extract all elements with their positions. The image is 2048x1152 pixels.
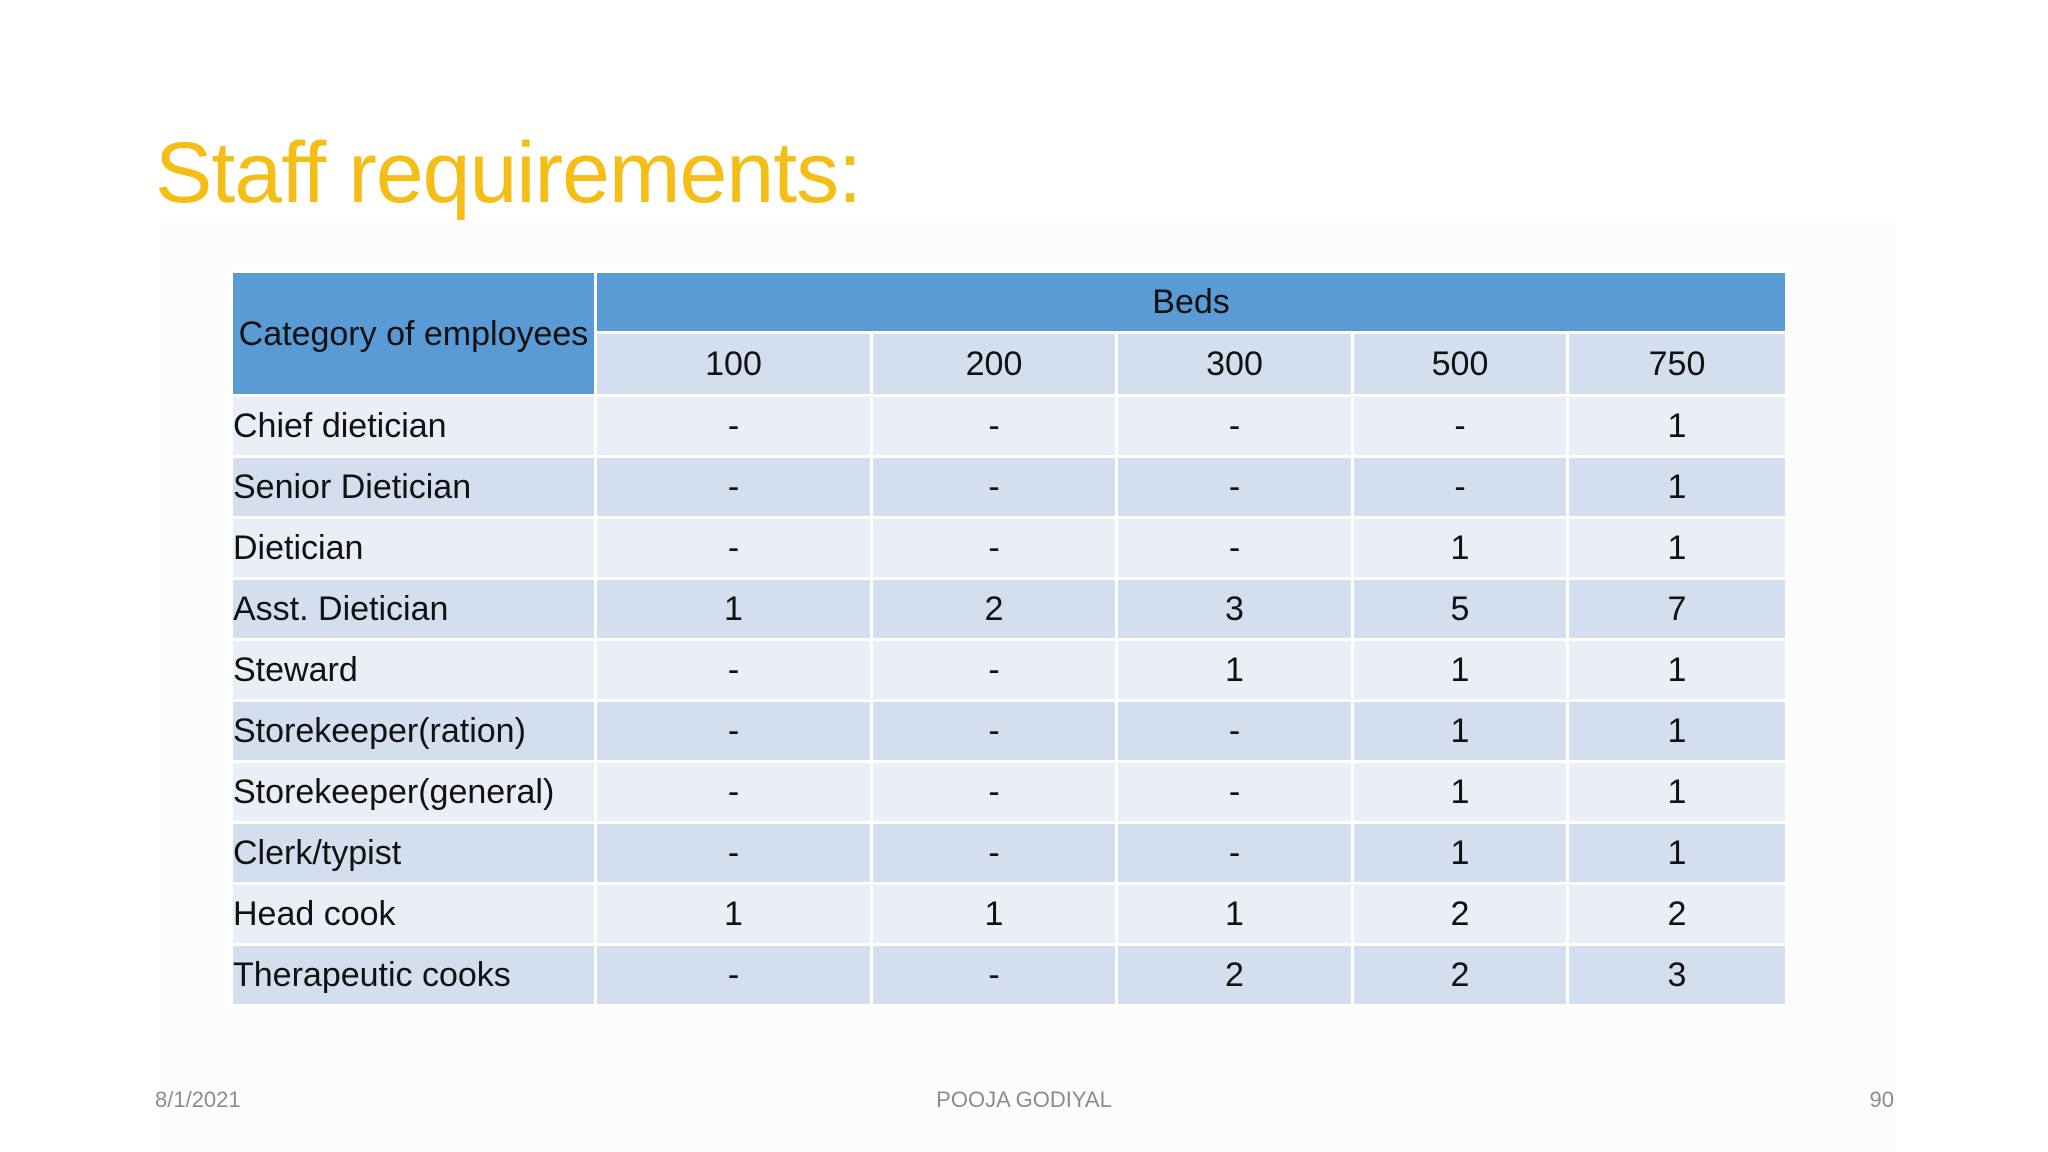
category-cell: Dietician bbox=[232, 518, 596, 579]
table-row bbox=[232, 396, 1787, 457]
category-cell: Senior Dietician bbox=[232, 457, 596, 518]
bed-count-header: 300 bbox=[1117, 333, 1353, 396]
bed-count-header: 100 bbox=[596, 333, 872, 396]
value-cell: 1 bbox=[1353, 518, 1568, 579]
value-cell: 2 bbox=[872, 579, 1117, 640]
value-cell: 2 bbox=[1353, 884, 1568, 945]
table-row bbox=[232, 640, 1787, 701]
value-cell: - bbox=[1117, 518, 1353, 579]
value-cell: 7 bbox=[1568, 579, 1787, 640]
category-cell: Steward bbox=[232, 640, 596, 701]
category-cell: Head cook bbox=[232, 884, 596, 945]
value-cell: - bbox=[1353, 457, 1568, 518]
category-cell: Chief dietician bbox=[232, 396, 596, 457]
bed-count-header: 750 bbox=[1568, 333, 1787, 396]
value-cell: - bbox=[872, 945, 1117, 1006]
table-row bbox=[232, 518, 1787, 579]
value-cell: 1 bbox=[596, 579, 872, 640]
category-cell: Storekeeper(general) bbox=[232, 762, 596, 823]
footer-date: 8/1/2021 bbox=[155, 1087, 241, 1112]
value-cell: - bbox=[596, 823, 872, 884]
value-cell: 2 bbox=[1117, 945, 1353, 1006]
category-cell: Storekeeper(ration) bbox=[232, 701, 596, 762]
value-cell: - bbox=[596, 701, 872, 762]
value-cell: 1 bbox=[1353, 823, 1568, 884]
value-cell: - bbox=[872, 396, 1117, 457]
value-cell: 3 bbox=[1568, 945, 1787, 1006]
value-cell: 1 bbox=[1353, 640, 1568, 701]
value-cell: 2 bbox=[1353, 945, 1568, 1006]
table-row bbox=[232, 579, 1787, 640]
value-cell: 1 bbox=[1568, 518, 1787, 579]
value-cell: 1 bbox=[1568, 762, 1787, 823]
beds-header: Beds bbox=[596, 272, 1787, 333]
value-cell: 1 bbox=[872, 884, 1117, 945]
table-row bbox=[232, 457, 1787, 518]
value-cell: 1 bbox=[1568, 640, 1787, 701]
value-cell: - bbox=[596, 640, 872, 701]
value-cell: - bbox=[872, 518, 1117, 579]
value-cell: - bbox=[596, 945, 872, 1006]
footer-page-number: 90 bbox=[1869, 1087, 1894, 1112]
category-header: Category of employees bbox=[232, 272, 596, 396]
value-cell: 5 bbox=[1353, 579, 1568, 640]
value-cell: - bbox=[1117, 762, 1353, 823]
value-cell: - bbox=[596, 396, 872, 457]
value-cell: - bbox=[872, 457, 1117, 518]
value-cell: - bbox=[872, 701, 1117, 762]
value-cell: - bbox=[872, 640, 1117, 701]
value-cell: 1 bbox=[1568, 823, 1787, 884]
footer-author: POOJA GODIYAL bbox=[936, 1087, 1112, 1112]
value-cell: 1 bbox=[1353, 762, 1568, 823]
value-cell: 1 bbox=[596, 884, 872, 945]
slide-title: Staff requirements: bbox=[155, 125, 861, 221]
value-cell: - bbox=[596, 762, 872, 823]
value-cell: - bbox=[1117, 396, 1353, 457]
category-cell: Asst. Dietician bbox=[232, 579, 596, 640]
bed-count-header: 200 bbox=[872, 333, 1117, 396]
value-cell: - bbox=[596, 457, 872, 518]
value-cell: - bbox=[1117, 701, 1353, 762]
value-cell: - bbox=[1353, 396, 1568, 457]
value-cell: 1 bbox=[1568, 457, 1787, 518]
value-cell: - bbox=[872, 762, 1117, 823]
value-cell: - bbox=[1117, 823, 1353, 884]
table-row bbox=[232, 823, 1787, 884]
value-cell: 1 bbox=[1117, 640, 1353, 701]
value-cell: 3 bbox=[1117, 579, 1353, 640]
value-cell: - bbox=[1117, 457, 1353, 518]
table-row bbox=[232, 701, 1787, 762]
table-row bbox=[232, 884, 1787, 945]
category-cell: Clerk/typist bbox=[232, 823, 596, 884]
value-cell: - bbox=[872, 823, 1117, 884]
table-row bbox=[232, 762, 1787, 823]
value-cell: - bbox=[596, 518, 872, 579]
value-cell: 1 bbox=[1353, 701, 1568, 762]
value-cell: 1 bbox=[1117, 884, 1353, 945]
value-cell: 2 bbox=[1568, 884, 1787, 945]
staff-requirements-table bbox=[230, 270, 1788, 1007]
category-cell: Therapeutic cooks bbox=[232, 945, 596, 1006]
value-cell: 1 bbox=[1568, 701, 1787, 762]
bed-count-header: 500 bbox=[1353, 333, 1568, 396]
table-row bbox=[232, 945, 1787, 1006]
value-cell: 1 bbox=[1568, 396, 1787, 457]
